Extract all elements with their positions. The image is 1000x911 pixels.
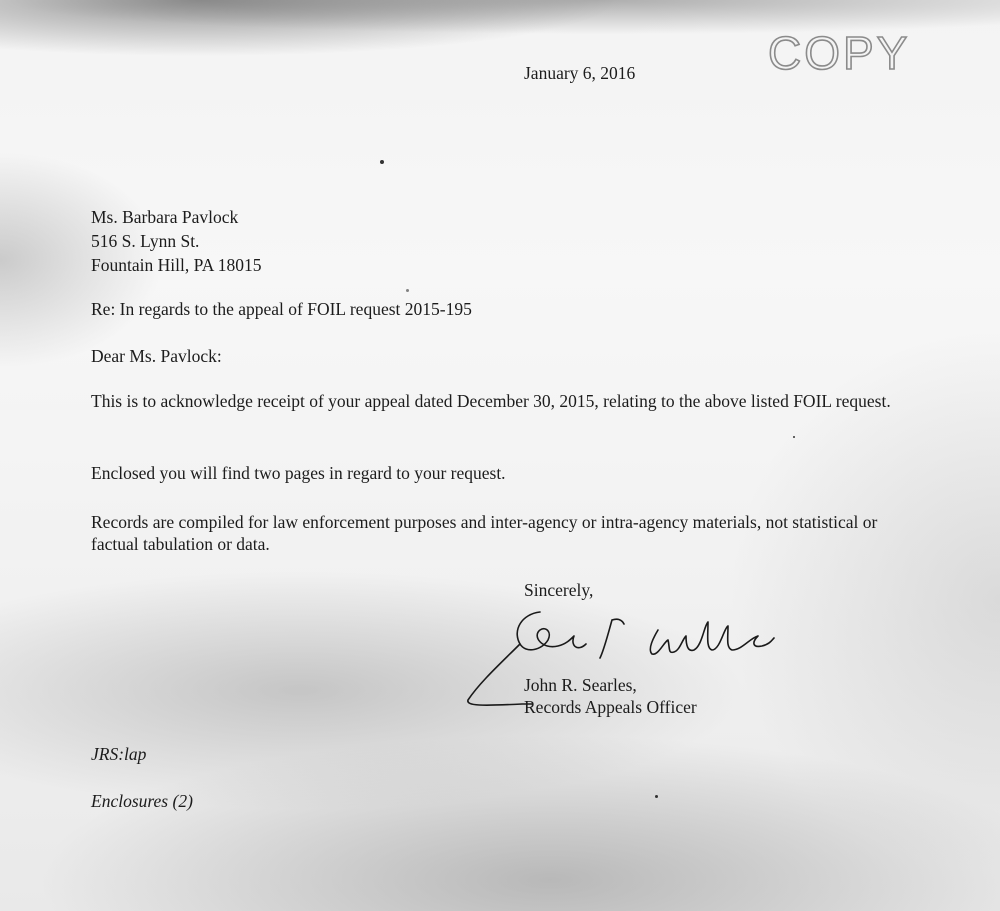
scan-speck	[655, 795, 658, 798]
enclosures-note: Enclosures (2)	[91, 791, 193, 811]
scan-speck	[406, 289, 409, 292]
recipient-name: Ms. Barbara Pavlock	[91, 207, 239, 227]
typist-initials: JRS:lap	[91, 744, 147, 764]
signer-name: John R. Searles,	[524, 675, 637, 695]
salutation: Dear Ms. Pavlock:	[91, 346, 222, 366]
scan-speck	[793, 436, 795, 438]
body-paragraph: Enclosed you will find two pages in regard to your request.	[91, 463, 506, 483]
recipient-city: Fountain Hill, PA 18015	[91, 255, 262, 275]
signer-title: Records Appeals Officer	[524, 697, 697, 717]
closing: Sincerely,	[524, 580, 594, 600]
body-paragraph: This is to acknowledge receipt of your appeal dated December 30, 2015, relating to the above listed FOIL request.	[91, 391, 891, 411]
recipient-street: 516 S. Lynn St.	[91, 231, 200, 251]
subject-line: Re: In regards to the appeal of FOIL request 2015-195	[91, 299, 472, 319]
body-paragraph: Records are compiled for law enforcement purposes and inter-agency or intra-agency materials, not statistical or factual tabulation or data.	[91, 512, 878, 554]
scan-speck	[380, 160, 384, 164]
letter-date: January 6, 2016	[524, 63, 636, 83]
copy-stamp: COPY	[768, 27, 911, 79]
